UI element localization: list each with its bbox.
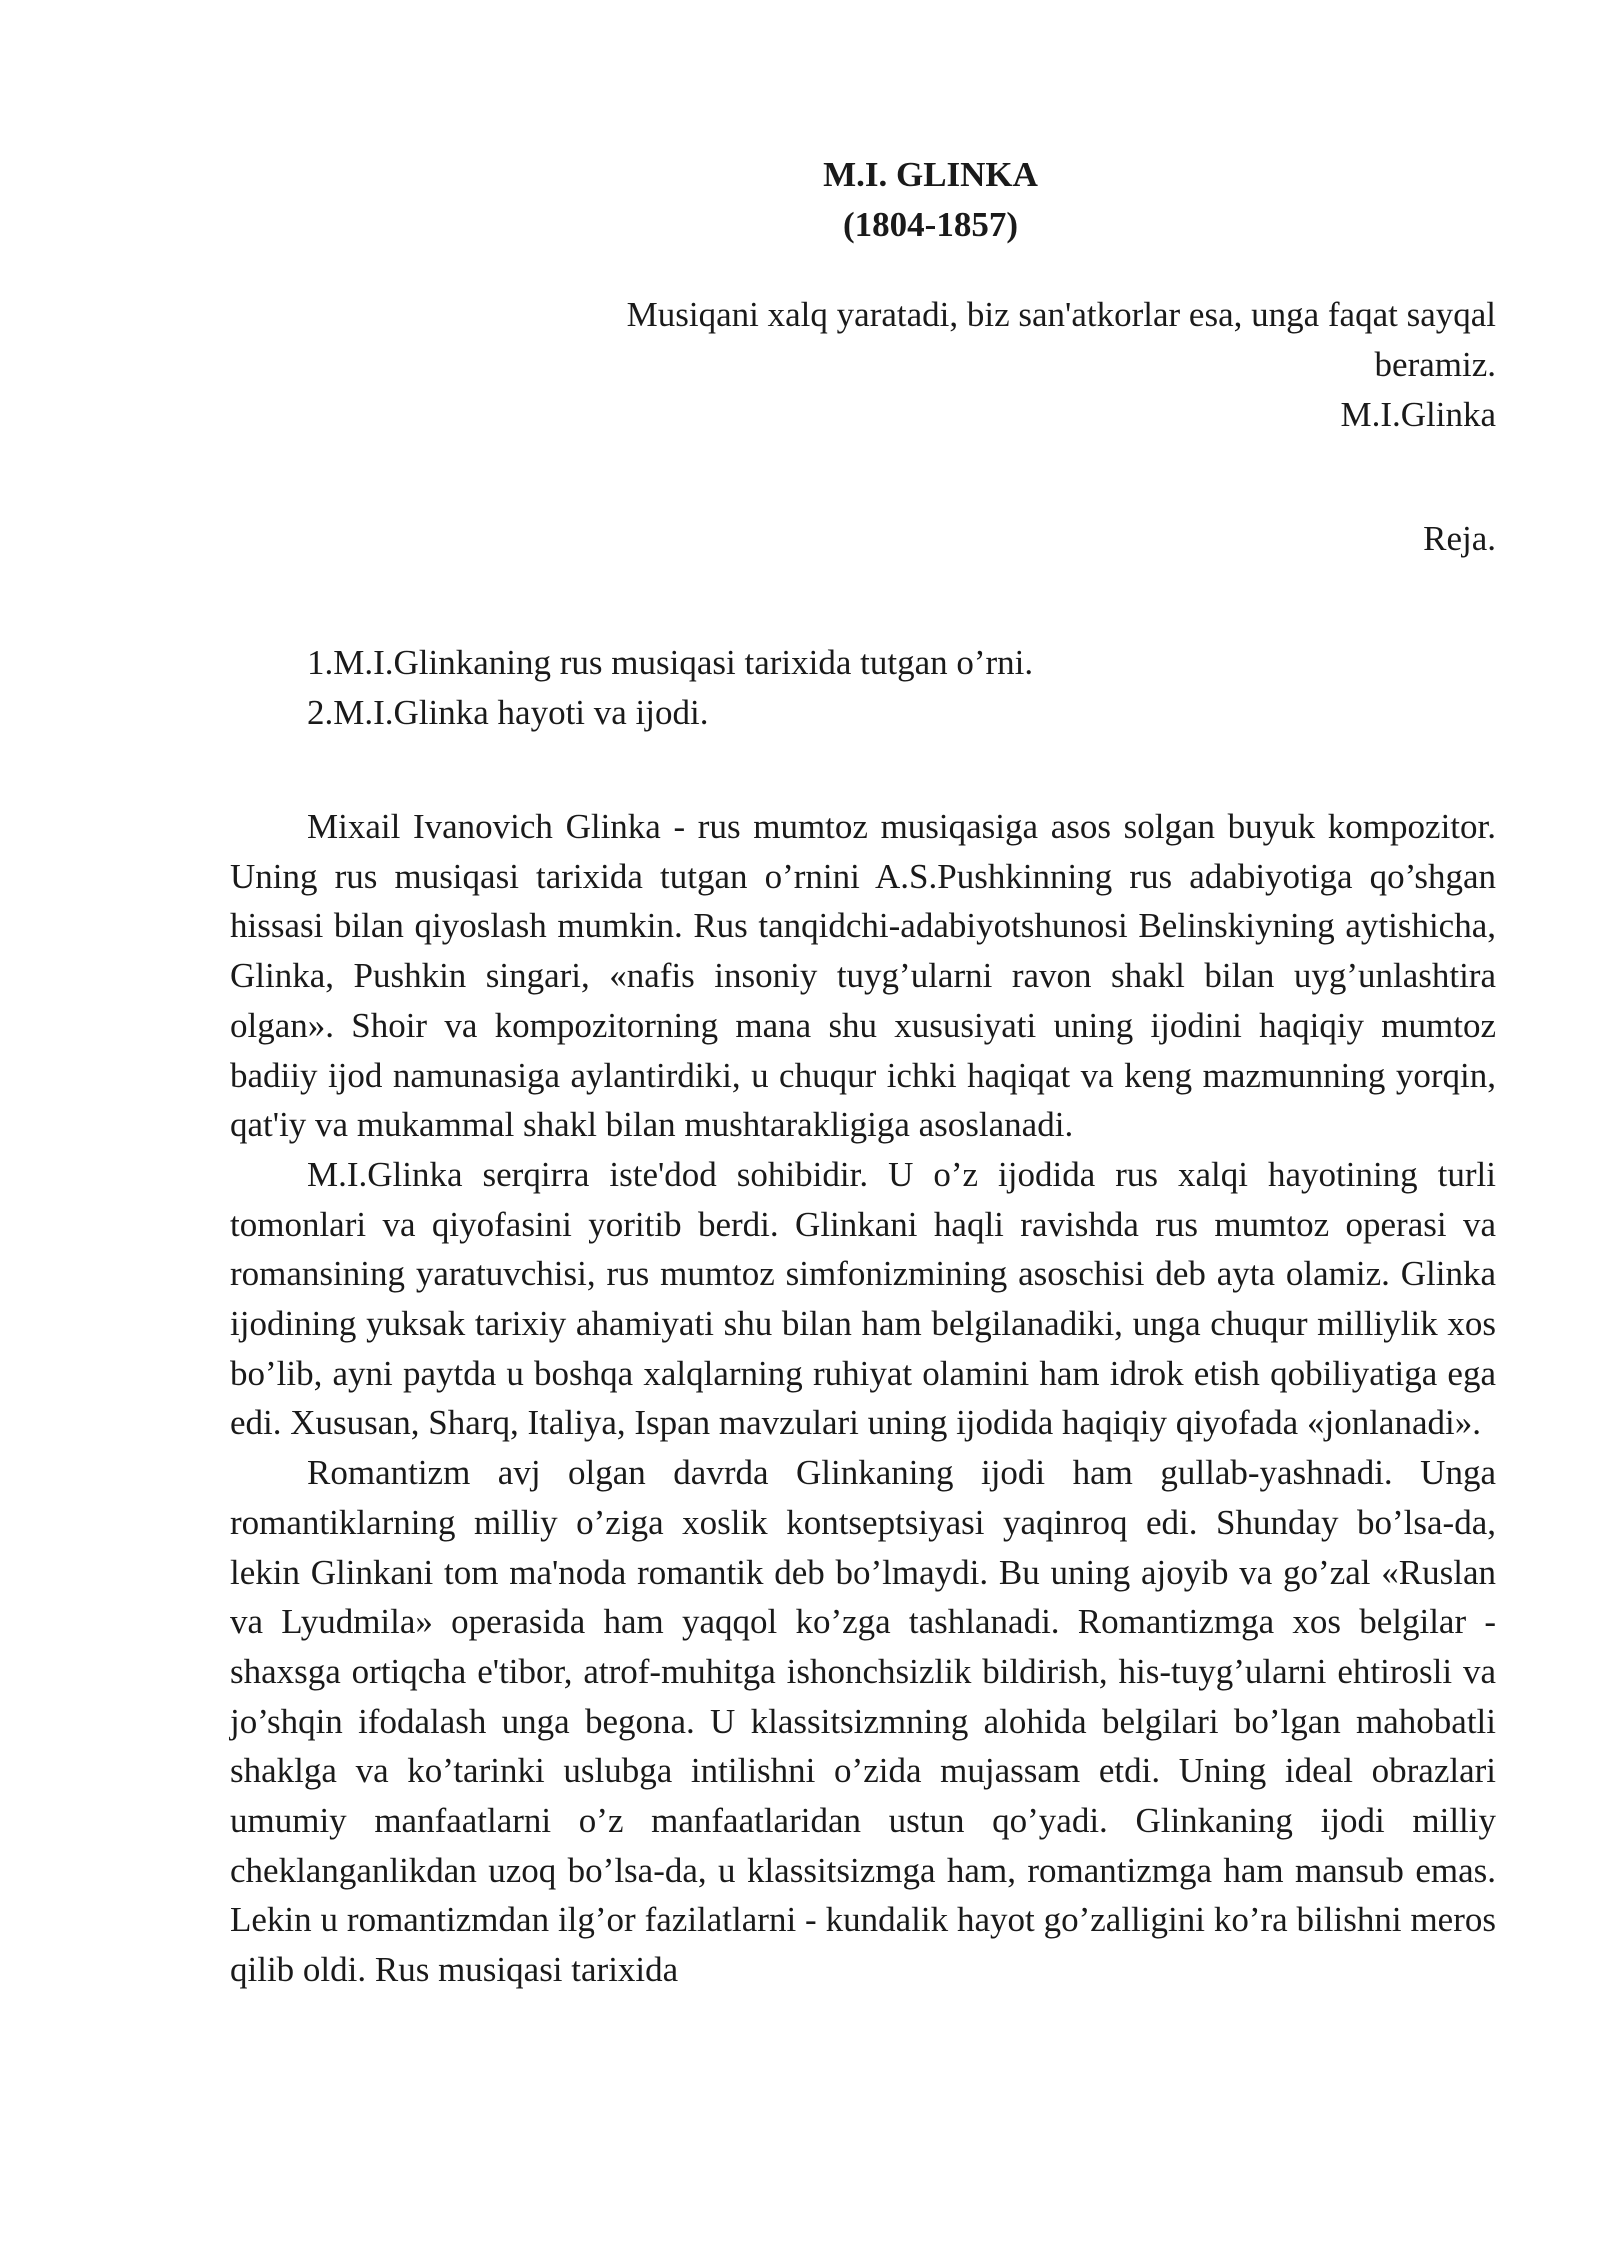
epigraph-quote: Musiqani xalq yaratadi, biz san'atkorlar esa, unga faqat sayqal beramiz. [626,295,1496,384]
plan-title: Reja. [1423,519,1496,558]
plan-item: 2.M.I.Glinka hayoti va ijodi. [307,693,709,732]
plan-item: 1.M.I.Glinkaning rus musiqasi tarixida tutgan o’rni. [307,643,1034,682]
paragraph: M.I.Glinka serqirra iste'dod sohibidir. U o’z ijodida rus xalqi hayotining turli tomonlari va qiyofasini yoritib berdi. Glinkani haqli ravishda rus mumtoz operasi va romansining yaratuvchisi, rus mumtoz simfonizmining asoschisi deb ayta olamiz. Glinka ijodining yuksak tarixiy ahamiyati shu bilan ham belgilanadiki, unga chuqur milliylik xos bo’lib, ayni paytda u boshqa xalqlarning ruhiyat olamini ham idrok etish qobiliyatiga ega edi. Xususan, Sharq, Italiya, Ispan mavzulari uning ijodida haqiqiy qiyofada «jonlanadi». [230,1154,1496,1443]
body-text [230,802,1496,1995]
document-title: M.I. GLINKA [823,155,1038,194]
plan-list [230,638,1496,738]
document-page [230,150,1496,1995]
paragraph: Mixail Ivanovich Glinka - rus mumtoz musiqasiga asos solgan buyuk kompozitor. Uning rus musiqasi tarixida tutgan o’rnini A.S.Pushkinning rus adabiyotiga qo’shgan hissasi bilan qiyoslash mumkin. Rus tanqidchi-adabiyotshunosi Belinskiyning aytishicha, Glinka, Pushkin singari, «nafis insoniy tuyg’ularni ravon shakl bilan uyg’unlashtira olgan». Shoir va kompozitorning mana shu xususiyati uning ijodini haqiqiy mumtoz badiiy ijod namunasiga aylantirdiki, u chuqur ichki haqiqat va keng mazmunning yorqin, qat'iy va mukammal shakl bilan mushtarakligiga asoslanadi. [230,807,1496,1145]
epigraph-author: M.I.Glinka [1340,395,1496,434]
document-years: (1804-1857) [843,205,1018,244]
paragraph: Romantizm avj olgan davrda Glinkaning ijodi ham gullab-yashnadi. Unga romantiklarning milliy o’ziga xoslik kontseptsiyasi yaqinroq edi. Shunday bo’lsa-da, lekin Glinkani tom ma'noda romantik deb bo’lmaydi. Bu uning ajoyib va go’zal «Ruslan va Lyudmila» operasida ham yaqqol ko’zga tashlanadi. Romantizmga xos belgilar - shaxsga ortiqcha e'tibor, atrof-muhitga ishonchsizlik bildirish, his-tuyg’ularni ehtirosli va jo’shqin ifodalash unga begona. U klassitsizmning alohida belgilari bo’lgan mahobatli shaklga va ko’tarinki uslubga intilishni o’zida mujassam etdi. Uning ideal obrazlari umumiy manfaatlarni o’z manfaatlaridan ustun qo’yadi. Glinkaning ijodi milliy cheklanganlikdan uzoq bo’lsa-da, u klassitsizmga ham, romantizmga ham mansub emas. Lekin u romantizmdan ilg’or fazilatlarni - kundalik hayot go’zalligini ko’ra bilishni meros qilib oldi. Rus musiqasi tarixida [230,1453,1496,1990]
